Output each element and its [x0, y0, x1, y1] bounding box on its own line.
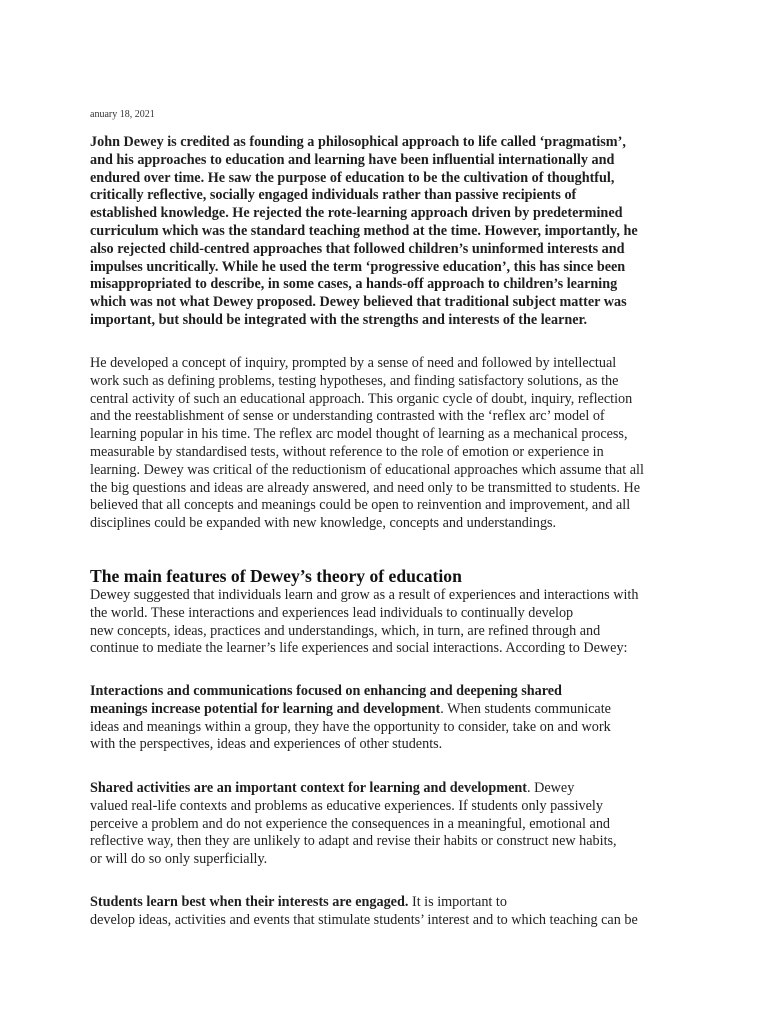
point-title-line: Shared activities are an important context for learning and development [90, 780, 528, 796]
features-intro-paragraph [90, 587, 682, 658]
lead-line: endured over time. He saw the purpose of education to be the cultivation of thoughtful, [90, 169, 615, 186]
point-text: . When students communicate [440, 700, 611, 717]
inquiry-line: He developed a concept of inquiry, prompted by a sense of need and followed by intellectual [90, 355, 617, 371]
inquiry-line: and the reestablishment of sense or understanding contrasted with the ‘reflex arc’ model of [90, 408, 605, 425]
inquiry-paragraph [90, 355, 682, 533]
intro-line: continue to mediate the learner’s life experiences and social interactions. According to Dewey: [90, 640, 628, 657]
point-text-line: develop ideas, activities and events that stimulate students’ interest and to which teaching can be [90, 911, 638, 928]
intro-line: new concepts, ideas, practices and understandings, which, in turn, are refined through and [90, 622, 601, 639]
inquiry-line: work such as defining problems, testing hypotheses, and finding satisfactory solutions, as the [90, 372, 619, 389]
point-title-line: meanings increase potential for learning and development [90, 700, 441, 717]
inquiry-line: central activity of such an educational approach. This organic cycle of doubt, inquiry, reflection [90, 390, 633, 407]
lead-line: important, but should be integrated with the strengths and interests of the learner. [90, 311, 588, 328]
point-shared-activities [90, 780, 682, 869]
lead-line: also rejected child-centred approaches that followed children’s uninformed interests and [90, 240, 625, 257]
intro-line: the world. These interactions and experiences lead individuals to continually develop [90, 604, 574, 621]
lead-line: John Dewey is credited as founding a philosophical approach to life called ‘pragmatism’, [90, 134, 626, 150]
lead-line: which was not what Dewey proposed. Dewey believed that traditional subject matter was [90, 294, 627, 311]
inquiry-line: learning popular in his time. The reflex arc model thought of learning as a mechanical process, [90, 426, 628, 443]
point-interests [90, 894, 682, 930]
lead-line: misappropriated to describe, in some cases, a hands-off approach to children’s learning [90, 276, 618, 293]
point-text-line: with the perspectives, ideas and experiences of other students. [90, 736, 443, 753]
inquiry-line: believed that all concepts and meanings could be open to reinvention and improvement, and all [90, 497, 631, 514]
publish-date: anuary 18, 2021 [90, 109, 155, 120]
inquiry-line: measurable by standardised tests, without reference to the role of emotion or experience in [90, 443, 604, 460]
lead-line: impulses uncritically. While he used the term ‘progressive education’, this has since been [90, 258, 626, 275]
inquiry-line: learning. Dewey was critical of the reductionism of educational approaches which assume that all [90, 461, 644, 478]
point-text-line: reflective way, then they are unlikely to adapt and revise their habits or construct new habits, [90, 833, 617, 850]
lead-line: critically reflective, socially engaged individuals rather than passive recipients of [90, 187, 577, 204]
point-text-line: perceive a problem and do not experience the consequences in a meaningful, emotional and [90, 815, 611, 832]
inquiry-line: the big questions and ideas are already answered, and need only to be transmitted to students. He [90, 479, 641, 496]
lead-line: curriculum which was the standard teaching method at the time. However, importantly, he [90, 222, 638, 239]
point-text: . Dewey [527, 780, 575, 796]
point-title-line: Students learn best when their interests are engaged. [90, 894, 409, 910]
inquiry-line: disciplines could be expanded with new knowledge, concepts and understandings. [90, 515, 557, 532]
lead-line: established knowledge. He rejected the rote-learning approach driven by predetermined [90, 205, 623, 222]
point-text-line: valued real-life contexts and problems as educative experiences. If students only passively [90, 797, 603, 814]
point-title-line: Interactions and communications focused on enhancing and deepening shared [90, 683, 562, 699]
intro-line: Dewey suggested that individuals learn and grow as a result of experiences and interactions with [90, 587, 639, 603]
point-text: It is important to [408, 894, 507, 910]
point-text-line: ideas and meanings within a group, they have the opportunity to consider, take on and work [90, 718, 611, 735]
point-text-line: or will do so only superficially. [90, 851, 268, 868]
lead-line: and his approaches to education and learning have been influential internationally and [90, 151, 615, 168]
section-heading: The main features of Dewey’s theory of education [90, 566, 462, 586]
point-interactions [90, 683, 682, 754]
lead-paragraph [90, 134, 682, 330]
